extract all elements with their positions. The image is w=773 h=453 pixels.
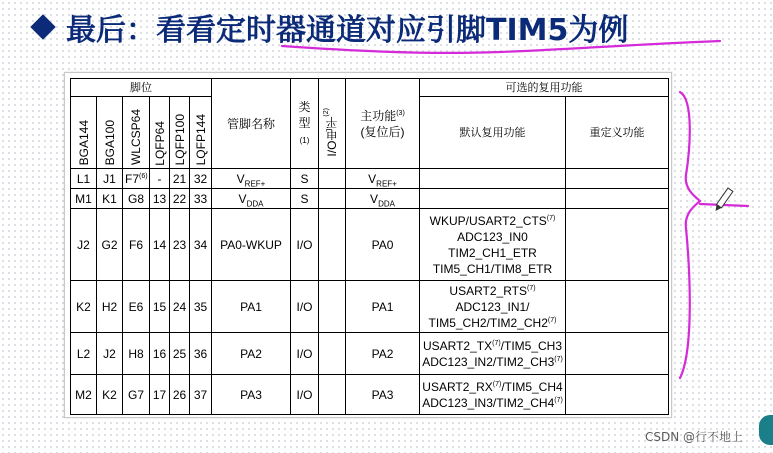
cell-bga100: G2 bbox=[97, 209, 123, 281]
cell-lqfp64: 16 bbox=[150, 333, 170, 375]
header-lqfp64: LQFP64 bbox=[150, 97, 170, 169]
cell-wlcsp64: H8 bbox=[123, 333, 150, 375]
header-default-alt-function: 默认复用功能 bbox=[420, 97, 566, 169]
cell-main-function: PA3 bbox=[346, 375, 420, 415]
pen-cursor-icon bbox=[713, 188, 733, 213]
alt-function-line: USART2_TX$^{(7)}$/TIM5_CH3 bbox=[422, 338, 563, 353]
header-pin-name: 管脚名称 bbox=[212, 79, 291, 169]
cell-main-function: PA2 bbox=[346, 333, 420, 375]
cell-bga100: J2 bbox=[97, 333, 123, 375]
header-lqfp144: LQFP144 bbox=[190, 97, 212, 169]
cell-wlcsp64: G7 bbox=[123, 375, 150, 415]
alt-function-line: ADC123_IN0 bbox=[457, 229, 528, 244]
alt-function-line: ADC123_IN2/TIM2_CH3$^{(7)}$ bbox=[422, 354, 563, 369]
cell-bga144: M1 bbox=[71, 189, 97, 209]
cell-wlcsp64: G8 bbox=[123, 189, 150, 209]
alt-function-line: TIM5_CH2/TIM2_CH2$^{(7)}$ bbox=[428, 315, 557, 330]
title-underline-stroke bbox=[282, 41, 720, 53]
cell-bga144: L2 bbox=[71, 333, 97, 375]
cell-lqfp64: - bbox=[150, 169, 170, 189]
group-header-pins: 脚位 bbox=[71, 79, 212, 97]
header-lqfp100: LQFP100 bbox=[170, 97, 190, 169]
cell-pin-name: PA0-WKUP bbox=[212, 209, 291, 281]
cell-type: I/O bbox=[291, 281, 319, 333]
group-header-alt-functions: 可选的复用功能 bbox=[420, 79, 669, 97]
cell-main-function: $V_{REF+}$ bbox=[346, 169, 420, 189]
cell-lqfp144: 35 bbox=[190, 281, 212, 333]
header-type: 类型 (1) bbox=[291, 79, 319, 169]
cell-pin-name: $V_{DDA}$ bbox=[212, 189, 291, 209]
cell-type: S bbox=[291, 189, 319, 209]
cell-lqfp100: 26 bbox=[170, 375, 190, 415]
cell-lqfp64: 13 bbox=[150, 189, 170, 209]
cell-lqfp100: 23 bbox=[170, 209, 190, 281]
cell-lqfp100: 22 bbox=[170, 189, 190, 209]
cell-pin-name: PA2 bbox=[212, 333, 291, 375]
cell-lqfp144: 36 bbox=[190, 333, 212, 375]
alt-function-line: TIM5_CH1/TIM8_ETR bbox=[432, 261, 553, 276]
cell-bga100: H2 bbox=[97, 281, 123, 333]
cell-lqfp64: 17 bbox=[150, 375, 170, 415]
alt-function-line: USART2_RX$^{(7)}$/TIM5_CH4 bbox=[422, 379, 563, 394]
cell-lqfp64: 15 bbox=[150, 281, 170, 333]
cell-type: I/O bbox=[291, 209, 319, 281]
cell-pin-name: $V_{REF+}$ bbox=[212, 169, 291, 189]
cell-bga100: K2 bbox=[97, 375, 123, 415]
cell-lqfp100: 25 bbox=[170, 333, 190, 375]
alt-function-line: ADC123_IN1/ bbox=[455, 299, 530, 314]
cell-lqfp64: 14 bbox=[150, 209, 170, 281]
cell-type: I/O bbox=[291, 333, 319, 375]
right-brace-stroke bbox=[680, 92, 700, 378]
cell-type: I/O bbox=[291, 375, 319, 415]
alt-function-line: WKUP/USART2_CTS$^{(7)}$ bbox=[429, 213, 556, 228]
alt-function-line: TIM2_CH1_ETR bbox=[448, 245, 537, 260]
slide-title-text: 最后：看看定时器通道对应引脚TIM5为例 bbox=[66, 13, 629, 48]
cell-main-function: PA0 bbox=[346, 209, 420, 281]
corner-badge-icon bbox=[759, 415, 773, 445]
cell-pin-name: PA1 bbox=[212, 281, 291, 333]
watermark: CSDN @行不地上 bbox=[644, 430, 743, 444]
header-io-level: I/O电平$^{(2)}$ bbox=[319, 79, 346, 169]
header-bga100: BGA100 bbox=[97, 97, 123, 169]
cell-bga144: J2 bbox=[71, 209, 97, 281]
cell-lqfp144: 34 bbox=[190, 209, 212, 281]
cell-wlcsp64: E6 bbox=[123, 281, 150, 333]
cell-bga144: M2 bbox=[71, 375, 97, 415]
cell-lqfp144: 32 bbox=[190, 169, 212, 189]
cell-lqfp100: 24 bbox=[170, 281, 190, 333]
header-remap-function: 重定义功能 bbox=[566, 97, 669, 169]
cell-lqfp100: 21 bbox=[170, 169, 190, 189]
cell-lqfp144: 33 bbox=[190, 189, 212, 209]
cell-type: S bbox=[291, 169, 319, 189]
cell-bga100: J1 bbox=[97, 169, 123, 189]
alt-function-line: USART2_RTS$^{(7)}$ bbox=[449, 283, 536, 298]
cell-wlcsp64: F6 bbox=[123, 209, 150, 281]
alt-function-line: ADC123_IN3/TIM2_CH4$^{(7)}$ bbox=[422, 395, 563, 410]
cell-bga100: K1 bbox=[97, 189, 123, 209]
header-wlcsp64: WLCSP64 bbox=[123, 97, 150, 169]
cell-bga144: K2 bbox=[71, 281, 97, 333]
header-bga144: BGA144 bbox=[71, 97, 97, 169]
cell-bga144: L1 bbox=[71, 169, 97, 189]
header-main-function: 主功能$^{(3)}$ (复位后) bbox=[346, 79, 420, 169]
cell-pin-name: PA3 bbox=[212, 375, 291, 415]
cell-main-function: PA1 bbox=[346, 281, 420, 333]
cell-main-function: $V_{DDA}$ bbox=[346, 189, 420, 209]
cell-wlcsp64: F7$^{(6)}$ bbox=[123, 169, 150, 189]
cell-lqfp144: 37 bbox=[190, 375, 212, 415]
